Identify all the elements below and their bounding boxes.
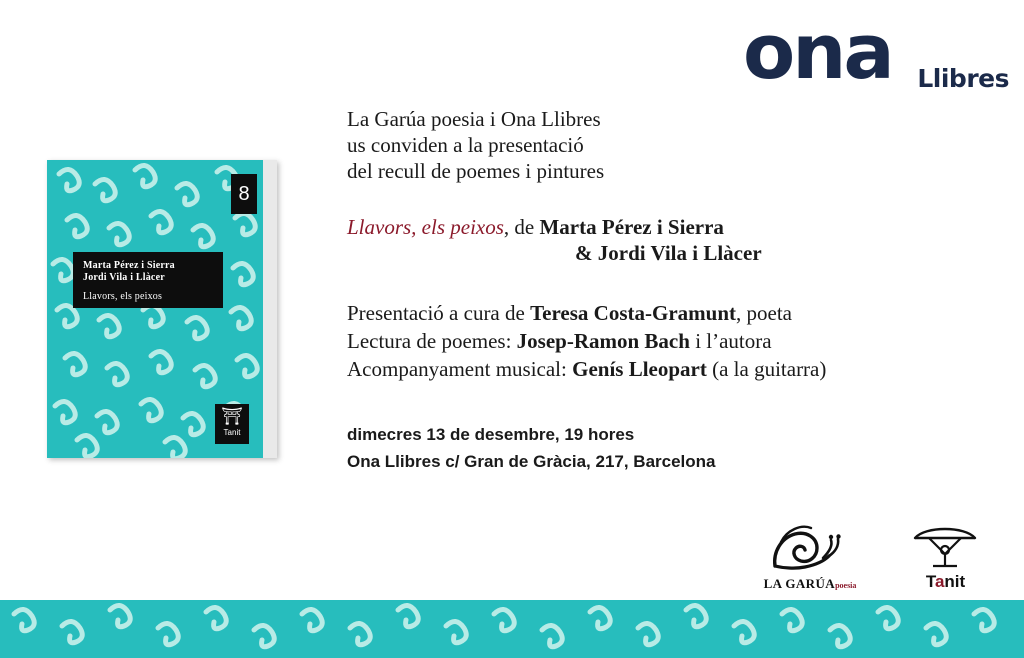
credit-reading-name: Josep-Ramon Bach	[516, 329, 690, 353]
tanit-symbol-icon	[907, 520, 983, 572]
la-garua-wordmark	[745, 576, 875, 592]
bottom-decorative-band	[0, 596, 1024, 658]
intro-line-1: La Garúa poesia i Ona Llibres	[347, 107, 601, 131]
tanit-letter-t: T	[925, 572, 935, 591]
credit-presentation-prefix: Presentació a cura de	[347, 301, 531, 325]
tanit-logo	[893, 520, 998, 598]
tanit-glyph-icon: ⛩	[221, 407, 243, 426]
ona-wordmark: ona	[743, 7, 892, 96]
intro-line-3: del recull de poemes i pintures	[347, 159, 605, 183]
credit-reading-suffix: i l’autora	[689, 329, 772, 353]
work-author-1: Marta Pérez i Sierra	[539, 215, 724, 239]
invitation-intro	[347, 106, 987, 184]
credits-block	[347, 299, 987, 383]
book-cover-image	[47, 160, 277, 458]
book-publisher-name: Tanit	[223, 428, 241, 437]
credit-music-suffix: (a la guitarra)	[706, 357, 827, 381]
la-garua-sub: poesia	[835, 581, 857, 590]
credit-presentation-name: Teresa Costa-Gramunt	[530, 301, 736, 325]
ona-llibres-subtitle: Llibres	[917, 64, 1009, 93]
event-details	[347, 421, 987, 475]
band-pattern-decoration	[0, 596, 1024, 658]
book-author-2: Jordi Vila i Llàcer	[83, 272, 165, 283]
work-title-line	[347, 214, 987, 240]
credit-music-name: Genís Lleopart	[572, 357, 707, 381]
credit-reading	[347, 327, 987, 355]
book-collection-number: 8	[231, 174, 257, 214]
event-venue: Ona Llibres c/ Gran de Gràcia, 217, Barcelona	[347, 452, 716, 471]
book-title: Llavors, els peixos	[83, 291, 163, 302]
book-author-1: Marta Pérez i Sierra	[83, 260, 175, 271]
book-publisher-mark	[215, 404, 249, 444]
work-title: Llavors, els peixos	[347, 215, 504, 239]
work-connector: , de	[503, 215, 540, 239]
book-title-label	[73, 252, 223, 308]
credit-music-prefix: Acompanyament musical:	[347, 357, 573, 381]
credit-presentation-suffix: , poeta	[736, 301, 792, 325]
la-garua-name: LA GARÚA	[763, 576, 836, 591]
credit-music	[347, 355, 987, 383]
la-garua-logo	[745, 520, 875, 598]
credit-reading-prefix: Lectura de poemes:	[347, 329, 517, 353]
tanit-wordmark	[893, 572, 998, 592]
event-date: dimecres 13 de desembre, 19 hores	[347, 425, 635, 444]
work-author-2: & Jordi Vila i Llàcer	[575, 241, 762, 265]
work-author-2-line	[347, 240, 987, 266]
tanit-letter-a: a	[934, 572, 945, 591]
intro-line-2: us conviden a la presentació	[347, 133, 584, 157]
tanit-letters-rest: nit	[944, 572, 966, 591]
ona-llibres-logo	[735, 7, 1013, 96]
work-title-block	[347, 214, 987, 266]
invitation-text	[347, 106, 987, 475]
snail-icon	[771, 522, 843, 572]
book-spine	[263, 160, 277, 458]
credit-presentation	[347, 299, 987, 327]
